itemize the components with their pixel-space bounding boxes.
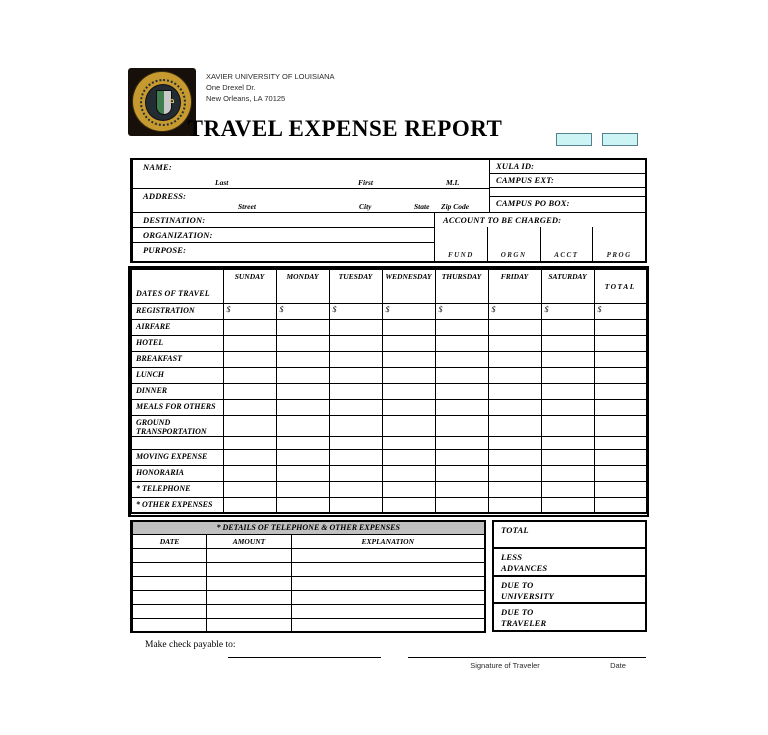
name-sublabel-last: Last [215, 178, 229, 187]
row-label: LUNCH [131, 367, 223, 383]
expense-cell[interactable] [594, 481, 647, 497]
row-label: MEALS FOR OTHERS [131, 399, 223, 415]
expense-cell[interactable] [329, 481, 382, 497]
expense-cell[interactable] [276, 497, 329, 513]
page-title: TRAVEL EXPENSE REPORT [187, 116, 503, 141]
name-sublabel-mi: M.I. [446, 178, 460, 187]
row-label: HONORARIA [131, 465, 223, 481]
expense-cell[interactable] [276, 415, 329, 436]
row-label: REGISTRATION [131, 303, 223, 319]
expense-cell[interactable] [223, 436, 276, 449]
expense-cell[interactable] [276, 351, 329, 367]
expense-cell[interactable] [488, 497, 541, 513]
expense-cell[interactable] [382, 367, 435, 383]
expense-cell[interactable] [329, 465, 382, 481]
details-row [132, 548, 485, 562]
expense-cell[interactable] [541, 497, 594, 513]
expense-cell[interactable] [223, 319, 276, 335]
details-cell[interactable] [292, 562, 485, 576]
row-label: DINNER [131, 383, 223, 399]
expense-table-header-row [131, 269, 647, 303]
expense-cell[interactable] [382, 399, 435, 415]
details-cell[interactable] [207, 604, 292, 618]
expense-row-telephone [131, 481, 647, 497]
details-cell[interactable] [132, 604, 207, 618]
signature-label: Signature of Traveler [470, 661, 540, 670]
expense-row-other-expenses [131, 497, 647, 513]
day-header-wednesday: WEDNESDAY [382, 269, 435, 303]
details-cell[interactable] [292, 604, 485, 618]
details-table [130, 520, 486, 633]
account-charged-label: ACCOUNT TO BE CHARGED: [443, 215, 562, 225]
expense-cell[interactable] [276, 399, 329, 415]
address-sublabel-street: Street [238, 202, 256, 211]
day-header-monday: MONDAY [276, 269, 329, 303]
details-row [132, 604, 485, 618]
details-cell[interactable] [207, 576, 292, 590]
campus-ext-entry-space[interactable] [490, 188, 645, 197]
details-col-explanation: EXPLANATION [292, 534, 485, 548]
expense-cell[interactable] [329, 399, 382, 415]
expense-cell[interactable] [382, 465, 435, 481]
expense-cell[interactable] [435, 399, 488, 415]
expense-row-honoraria [131, 465, 647, 481]
expense-row-meals-for-others [131, 399, 647, 415]
expense-cell[interactable] [594, 465, 647, 481]
details-row [132, 618, 485, 632]
day-header-saturday: SATURDAY [541, 269, 594, 303]
account-to-be-charged-section [435, 213, 645, 261]
row-label: * OTHER EXPENSES [131, 497, 223, 513]
account-column-label: PROG [606, 251, 632, 259]
expense-row-registration [131, 303, 647, 319]
expense-cell[interactable] [276, 436, 329, 449]
purpose-field[interactable]: PURPOSE: [143, 245, 187, 255]
expense-cell[interactable] [382, 436, 435, 449]
expense-cell[interactable] [594, 383, 647, 399]
expense-row-blank [131, 436, 647, 449]
expense-cell[interactable] [488, 367, 541, 383]
expense-cell[interactable] [276, 367, 329, 383]
campus-po-box-field[interactable]: CAMPUS PO BOX: [496, 198, 570, 208]
expense-cell[interactable] [435, 481, 488, 497]
expense-cell[interactable] [541, 383, 594, 399]
expense-cell[interactable] [276, 319, 329, 335]
expense-cell[interactable] [382, 449, 435, 465]
day-header-sunday: SUNDAY [223, 269, 276, 303]
row-label: MOVING EXPENSE [131, 449, 223, 465]
summary-label-line2: TRAVELER [501, 618, 547, 628]
date-label: Date [610, 661, 626, 670]
expense-cell[interactable] [488, 335, 541, 351]
expense-cell[interactable] [329, 449, 382, 465]
expense-row-moving-expense [131, 449, 647, 465]
summary-label-line1: DUE TO [501, 607, 534, 617]
expense-cell[interactable] [594, 399, 647, 415]
summary-label-line2: UNIVERSITY [501, 591, 555, 601]
expense-cell[interactable] [594, 449, 647, 465]
expense-cell[interactable] [488, 436, 541, 449]
seal-shield [156, 90, 172, 115]
expense-cell[interactable] [276, 383, 329, 399]
expense-cell[interactable] [594, 436, 647, 449]
expense-cell[interactable] [276, 449, 329, 465]
expense-table [130, 268, 648, 514]
details-title-bar: * DETAILS OF TELEPHONE & OTHER EXPENSES [132, 521, 485, 534]
seal-crozier-mark [170, 99, 174, 103]
expense-cell[interactable] [488, 449, 541, 465]
summary-label-line1: DUE TO [501, 580, 534, 590]
expense-cell[interactable] [329, 319, 382, 335]
day-header-tuesday: TUESDAY [329, 269, 382, 303]
expense-cell[interactable] [382, 497, 435, 513]
check-payable-label: Make check payable to: [145, 640, 236, 650]
expense-cell[interactable] [541, 436, 594, 449]
details-title-row [132, 521, 485, 534]
check-payable-line [228, 657, 381, 658]
expense-cell[interactable] [594, 497, 647, 513]
account-column-fund[interactable] [435, 227, 487, 261]
expense-row-breakfast [131, 351, 647, 367]
row-label [131, 436, 223, 449]
highlight-field-box-1[interactable] [556, 133, 592, 146]
details-cell[interactable] [132, 576, 207, 590]
expense-cell[interactable] [435, 351, 488, 367]
expense-cell[interactable] [541, 449, 594, 465]
expense-cell[interactable] [594, 351, 647, 367]
expense-cell[interactable] [435, 449, 488, 465]
expense-cell[interactable] [594, 415, 647, 436]
expense-cell[interactable]: $ [329, 303, 382, 319]
details-row [132, 576, 485, 590]
name-label: NAME: [143, 162, 172, 172]
details-cell[interactable] [292, 548, 485, 562]
expense-cell[interactable] [382, 383, 435, 399]
expense-cell[interactable] [223, 399, 276, 415]
summary-row-less-advances[interactable] [494, 547, 645, 575]
address-sublabel-zip: Zip Code [441, 202, 470, 211]
expense-cell[interactable] [541, 465, 594, 481]
university-address-block [206, 71, 335, 104]
expense-cell[interactable] [541, 399, 594, 415]
dates-of-travel-cell[interactable] [131, 269, 223, 303]
details-row [132, 562, 485, 576]
summary-row-due-to-university[interactable] [494, 575, 645, 602]
expense-cell[interactable] [435, 335, 488, 351]
organization-field[interactable]: ORGANIZATION: [133, 228, 434, 243]
expense-cell[interactable] [541, 319, 594, 335]
details-cell[interactable] [132, 590, 207, 604]
expense-cell[interactable] [488, 351, 541, 367]
summary-label-line1: LESS [501, 552, 523, 562]
expense-cell[interactable]: $ [594, 303, 647, 319]
expense-cell[interactable] [382, 335, 435, 351]
details-cell[interactable] [207, 590, 292, 604]
account-column-label: ORGN [500, 251, 527, 259]
details-row [132, 590, 485, 604]
expense-cell[interactable] [435, 383, 488, 399]
details-cell[interactable] [292, 590, 485, 604]
account-column-label: ACCT [554, 251, 579, 259]
details-cell[interactable] [292, 576, 485, 590]
name-sublabel-first: First [358, 178, 374, 187]
name-field[interactable] [133, 160, 489, 189]
expense-cell[interactable]: $ [223, 303, 276, 319]
details-cell[interactable] [132, 618, 207, 632]
expense-cell[interactable] [276, 465, 329, 481]
totals-summary-box [492, 520, 647, 632]
expense-cell[interactable] [223, 367, 276, 383]
expense-cell[interactable] [594, 367, 647, 383]
address-field[interactable] [133, 189, 489, 212]
expense-cell[interactable] [541, 481, 594, 497]
address-sublabel-state: State [414, 202, 430, 211]
expense-cell[interactable] [382, 319, 435, 335]
day-header-thursday: THURSDAY [435, 269, 488, 303]
expense-cell[interactable] [382, 481, 435, 497]
expense-cell[interactable] [488, 319, 541, 335]
xula-id-field[interactable]: XULA ID: [490, 160, 645, 174]
destination-field[interactable]: DESTINATION: [133, 213, 434, 228]
row-label: GROUND TRANSPORTATION [131, 415, 223, 436]
campus-ext-field[interactable]: CAMPUS EXT: [490, 174, 645, 188]
expense-cell[interactable] [223, 383, 276, 399]
expense-row-ground-transportation [131, 415, 647, 436]
expense-cell[interactable]: $ [276, 303, 329, 319]
university-name: XAVIER UNIVERSITY OF LOUISIANA [206, 72, 335, 81]
expense-cell[interactable] [541, 415, 594, 436]
details-cell[interactable] [207, 618, 292, 632]
row-label: BREAKFAST [131, 351, 223, 367]
expense-cell[interactable] [382, 351, 435, 367]
row-label: AIRFARE [131, 319, 223, 335]
expense-cell[interactable] [435, 436, 488, 449]
expense-cell[interactable] [329, 367, 382, 383]
expense-cell[interactable] [329, 436, 382, 449]
expense-cell[interactable] [329, 383, 382, 399]
expense-cell[interactable] [329, 351, 382, 367]
expense-cell[interactable] [541, 367, 594, 383]
highlight-field-box-2[interactable] [602, 133, 638, 146]
row-label: * TELEPHONE [131, 481, 223, 497]
details-cell[interactable] [292, 618, 485, 632]
expense-cell[interactable] [329, 497, 382, 513]
expense-cell[interactable] [435, 415, 488, 436]
expense-cell[interactable] [488, 465, 541, 481]
expense-row-lunch [131, 367, 647, 383]
account-column-orgn[interactable] [487, 227, 540, 261]
expense-cell[interactable] [541, 335, 594, 351]
details-cell[interactable] [207, 562, 292, 576]
summary-label-line1: TOTAL [501, 525, 529, 535]
details-cell[interactable] [132, 548, 207, 562]
row-label: HOTEL [131, 335, 223, 351]
expense-cell[interactable] [276, 481, 329, 497]
expense-cell[interactable] [435, 367, 488, 383]
account-column-acct[interactable] [540, 227, 593, 261]
expense-row-dinner [131, 383, 647, 399]
expense-cell[interactable] [329, 415, 382, 436]
account-column-prog[interactable] [592, 227, 645, 261]
expense-cell[interactable] [488, 399, 541, 415]
expense-cell[interactable] [223, 497, 276, 513]
expense-cell[interactable] [223, 449, 276, 465]
expense-cell[interactable] [223, 465, 276, 481]
expense-cell[interactable]: $ [541, 303, 594, 319]
expense-cell[interactable]: $ [435, 303, 488, 319]
details-cell[interactable] [132, 562, 207, 576]
expense-cell[interactable] [435, 497, 488, 513]
expense-cell[interactable] [382, 415, 435, 436]
expense-cell[interactable] [223, 415, 276, 436]
expense-cell[interactable] [594, 335, 647, 351]
details-cell[interactable] [207, 548, 292, 562]
expense-cell[interactable] [541, 351, 594, 367]
summary-row-due-to-traveler[interactable] [494, 602, 645, 630]
total-header: TOTAL [594, 269, 647, 303]
summary-label-line2: ADVANCES [501, 563, 548, 573]
expense-cell[interactable] [223, 335, 276, 351]
expense-cell[interactable] [223, 481, 276, 497]
expense-row-airfare [131, 319, 647, 335]
address-sublabel-city: City [359, 202, 372, 211]
expense-row-hotel [131, 335, 647, 351]
traveler-info-section [130, 158, 647, 263]
summary-row-total[interactable] [494, 522, 645, 547]
university-street: One Drexel Dr. [206, 83, 256, 92]
university-city: New Orleans, LA 70125 [206, 94, 286, 103]
details-header-row [132, 534, 485, 548]
signature-line [408, 657, 646, 658]
expense-cell[interactable] [435, 319, 488, 335]
expense-cell[interactable] [223, 351, 276, 367]
details-col-amount: AMOUNT [207, 534, 292, 548]
account-column-label: FUND [447, 251, 474, 259]
expense-cell[interactable] [276, 335, 329, 351]
expense-cell[interactable] [594, 319, 647, 335]
dates-of-travel-label: DATES OF TRAVEL [136, 288, 210, 298]
expense-cell[interactable]: $ [488, 303, 541, 319]
expense-cell[interactable] [329, 335, 382, 351]
details-col-date: DATE [132, 534, 207, 548]
expense-cell[interactable]: $ [382, 303, 435, 319]
expense-cell[interactable] [435, 465, 488, 481]
address-label: ADDRESS: [143, 191, 187, 201]
expense-cell[interactable] [488, 415, 541, 436]
day-header-friday: FRIDAY [488, 269, 541, 303]
expense-cell[interactable] [488, 481, 541, 497]
expense-cell[interactable] [488, 383, 541, 399]
